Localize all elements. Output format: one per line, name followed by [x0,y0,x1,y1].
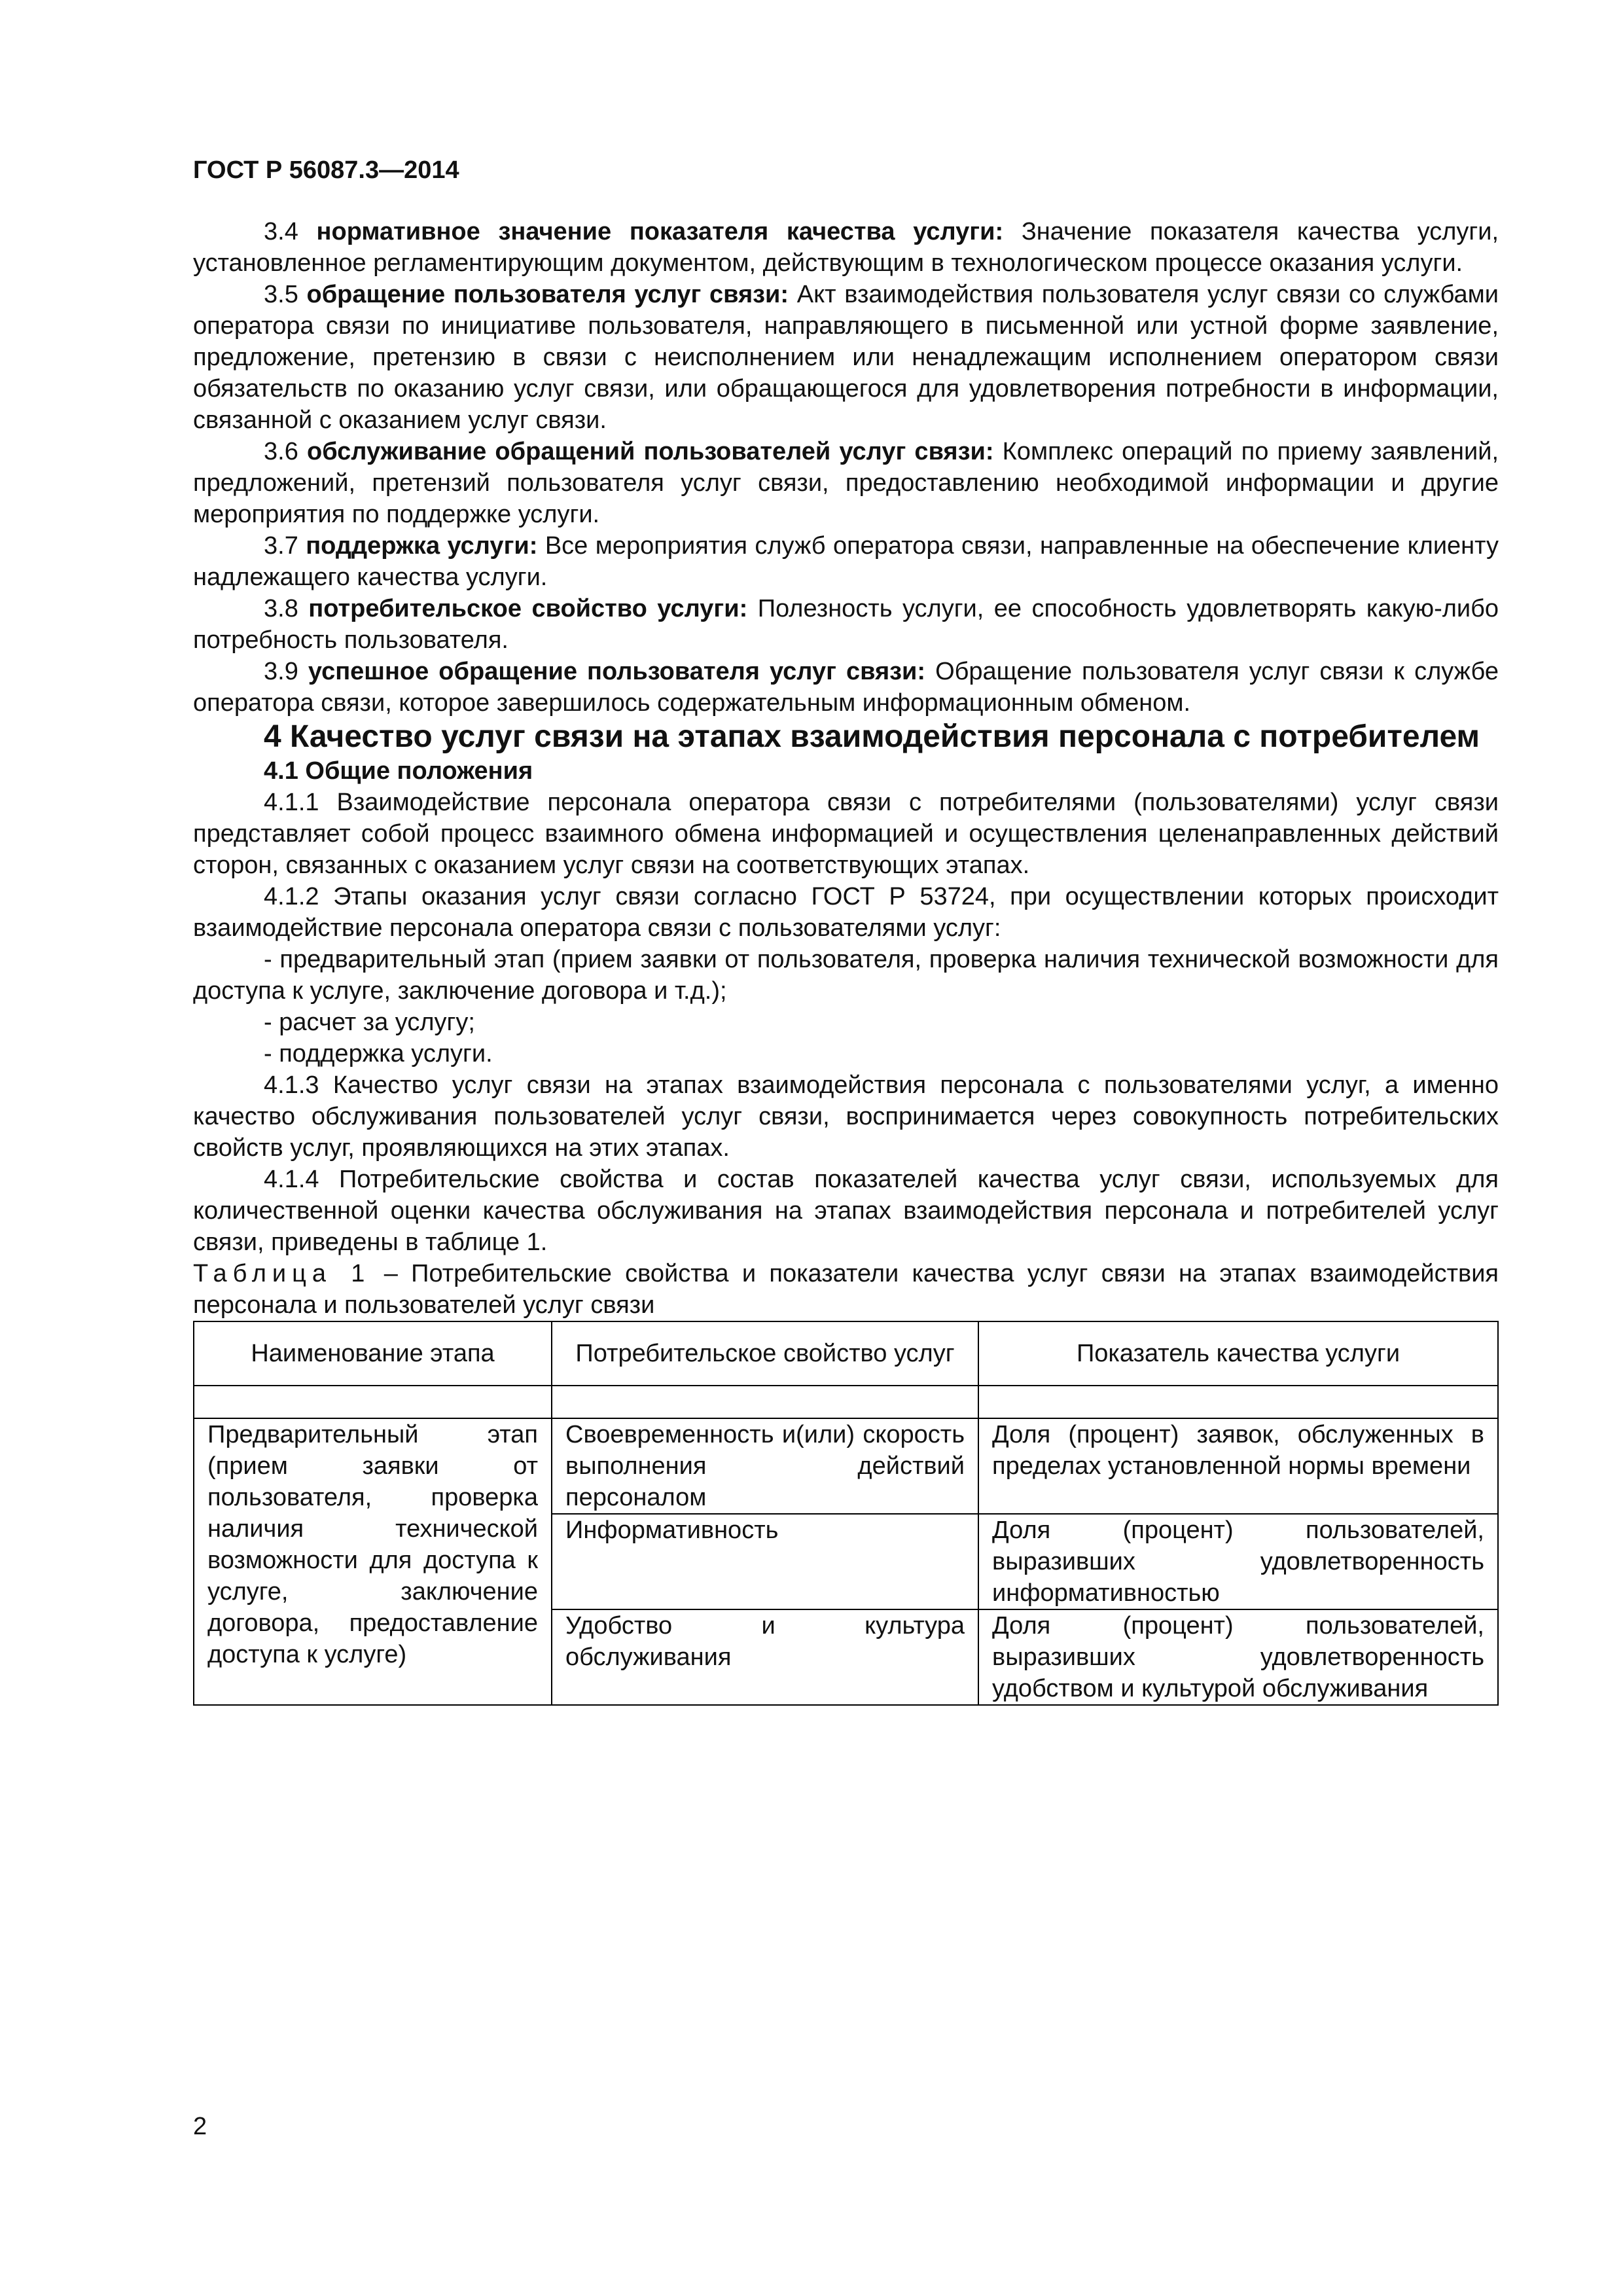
table-header-cell: Показатель качества услуги [978,1321,1498,1386]
table-header-row [194,1321,1498,1386]
quality-table [193,1321,1499,1706]
table-cell-indicator: Доля (процент) пользователей, выразивших удовлетворенность удобством и культурой обслуживания [978,1609,1498,1705]
definition-text: Полезность услуги, ее способность удовлетворять какую-либо потребность пользователя. [193,595,1499,654]
definition-term: успешное обращение пользователя услуг связи: [308,658,926,685]
list-item: - расчет за услугу; [264,1009,475,1036]
paragraph-4-1-2: 4.1.2 Этапы оказания услуг связи согласно ГОСТ Р 53724, при осуществлении которых происходит взаимодействие персонала оператора связи с пользователями услуг: [193,883,1499,942]
paragraph-4-1-4: 4.1.4 Потребительские свойства и состав показателей качества услуг связи, используемых для количественной оценки качества обслуживания на этапах взаимодействия персонала и потребителей услуг связи, приведены в таблице 1. [193,1166,1499,1256]
definition-term: поддержка услуги: [306,532,538,560]
table-cell-indicator: Доля (процент) пользователей, выразивших удовлетворенность информативностью [978,1514,1498,1609]
table-cell-indicator: Доля (процент) заявок, обслуженных в пределах установленной нормы времени [978,1418,1498,1514]
table-header-cell: Наименование этапа [194,1321,552,1386]
table-cell-stage: Предварительный этап (прием заявки от пользователя, проверка наличия технической возможности для доступа к услуге, заключение договора, предоставление доступа к услуге) [194,1418,552,1705]
definition-text: Акт взаимодействия пользователя услуг связи со службами оператора связи по инициативе пользователя, направляющего в письменной или устной форме заявление, предложение, претензию в связи с неисполнением или ненадлежащим исполнением оператором связи обязательств по оказанию услуг связи, или обращающегося для удовлетворения потребности в информации, связанной с оказанием услуг связи. [193,281,1499,434]
definition-term: обращение пользователя услуг связи: [306,281,789,308]
table-caption-text: – Потребительские свойства и показатели качества услуг связи на этапах взаимодействия персонала и пользователей услуг связи [193,1260,1499,1319]
definition-3-8: 3.8 потребительское свойство услуги: Полезность услуги, ее способность удовлетворять какую-либо потребность пользователя. [193,595,1499,654]
table-header-cell: Потребительское свойство услуг [552,1321,978,1386]
definition-3-5: 3.5 обращение пользователя услуг связи: Акт взаимодействия пользователя услуг связи со службами оператора связи по инициативе пользователя, направляющего в письменной или устной форме заявление, предложение, претензию в связи с неисполнением или ненадлежащим исполнением оператором связи обязательств по оказанию услуг связи, или обращающегося для удовлетворения потребности в информации, связанной с оказанием услуг связи. [193,281,1499,434]
definition-text: Комплекс операций по приему заявлений, предложений, претензий пользователя услуг связи, предоставлению необходимой информации и другие мероприятия по поддержке услуги. [193,438,1499,528]
definition-term: обслуживание обращений пользователей услуг связи: [306,438,994,465]
list-item: - предварительный этап (прием заявки от пользователя, проверка наличия технической возможности для доступа к услуге, заключение договора и т.д.); [193,946,1499,1005]
table-cell-property: Удобство и культура обслуживания [552,1609,978,1705]
paragraph-4-1-1: 4.1.1 Взаимодействие персонала оператора связи с потребителями (пользователями) услуг связи представляет собой процесс взаимного обмена информацией и осуществления целенаправленных действий сторон, связанных с оказанием услуг связи на соответствующих этапах. [193,789,1499,879]
definition-text: Значение показателя качества услуги, установленное регламентирующим документом, действующим в технологическом процессе оказания услуги. [193,218,1499,277]
document-header: ГОСТ Р 56087.3—2014 [193,156,459,184]
definition-3-4: 3.4 нормативное значение показателя качества услуги: Значение показателя качества услуги, установленное регламентирующим документом, действующим в технологическом процессе оказания услуги. [193,218,1499,277]
definition-3-7: 3.7 поддержка услуги: Все мероприятия служб оператора связи, направленные на обеспечение клиенту надлежащего качества услуги. [193,532,1499,591]
table-caption-label: Таблица 1 [193,1260,371,1287]
table-cell-property: Информативность [552,1514,978,1609]
subsection-4-1-heading: 4.1 Общие положения [264,757,533,785]
section-4-heading: 4 Качество услуг связи на этапах взаимодействия персонала с потребителем [264,719,1480,754]
definition-text: Обращение пользователя услуг связи к службе оператора связи, которое завершилось содержательным информационным обменом. [193,658,1499,717]
table-cell-property: Своевременность и(или) скорость выполнения действий персоналом [552,1418,978,1514]
definition-term: потребительское свойство услуги: [308,595,748,622]
definition-text: Все мероприятия служб оператора связи, направленные на обеспечение клиенту надлежащего качества услуги. [193,532,1499,591]
paragraph-4-1-3: 4.1.3 Качество услуг связи на этапах взаимодействия персонала с пользователями услуг, а именно качество обслуживания пользователей услуг связи, воспринимается через совокупность потребительских свойств услуг, проявляющихся на этих этапах. [193,1071,1499,1162]
document-body [193,216,1499,1706]
table-numbering-row [194,1386,1498,1418]
definition-term: нормативное значение показателя качества услуги: [316,218,1004,245]
table-row [194,1418,1498,1514]
page-number: 2 [193,2113,207,2140]
definition-3-9: 3.9 успешное обращение пользователя услуг связи: Обращение пользователя услуг связи к службе оператора связи, которое завершилось содержательным информационным обменом. [193,658,1499,717]
table-caption [193,1258,1499,1321]
list-item: - поддержка услуги. [264,1040,493,1067]
definition-3-6: 3.6 обслуживание обращений пользователей услуг связи: Комплекс операций по приему заявлений, предложений, претензий пользователя услуг связи, предоставлению необходимой информации и другие мероприятия по поддержке услуги. [193,438,1499,528]
